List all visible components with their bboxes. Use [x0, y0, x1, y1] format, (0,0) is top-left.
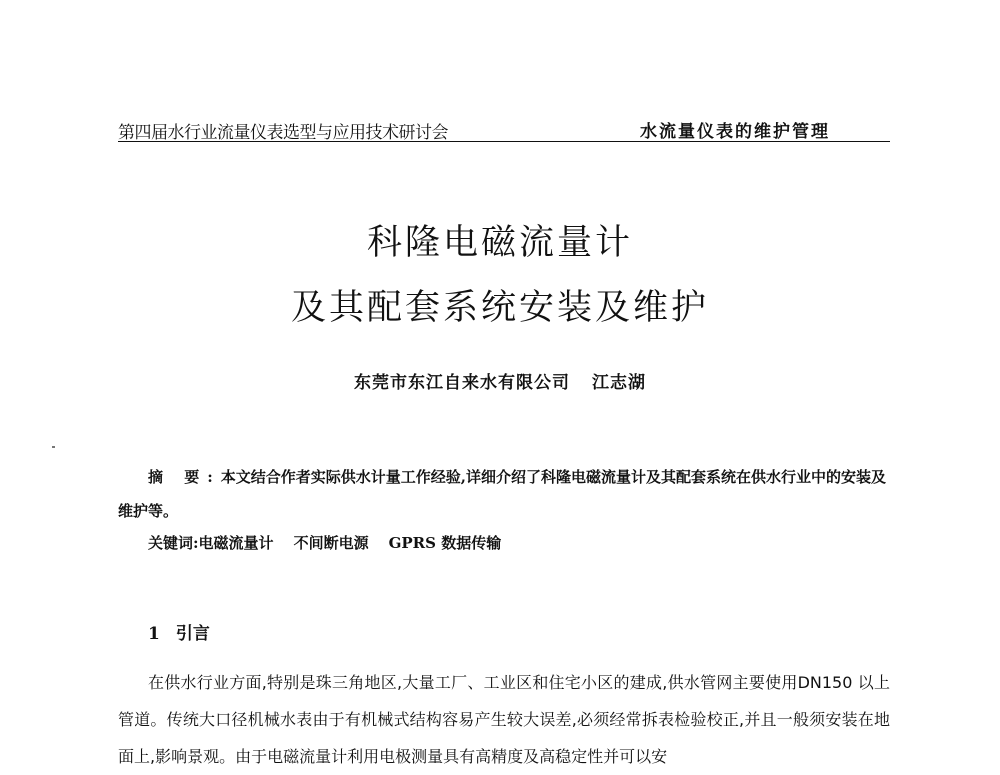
section-number: 1 [148, 624, 160, 644]
abstract [118, 460, 890, 528]
author-affiliation: 东莞市东江自来水有限公司 [354, 373, 570, 393]
section-title: 引言 [175, 624, 210, 644]
running-header-section: 水流量仪表的维护管理 [640, 122, 830, 142]
section-heading [148, 619, 210, 644]
keyword-1: 电磁流量计 [198, 534, 274, 552]
author-line [0, 368, 1000, 393]
keyword-3: GPRS 数据传输 [388, 534, 502, 552]
author-name: 江志湖 [592, 373, 646, 393]
paper-title-line-1: 科隆电磁流量计 [366, 223, 633, 263]
header-rule [118, 141, 890, 142]
abstract-label: 摘 要: [148, 468, 221, 486]
keywords [148, 532, 521, 553]
keyword-2: 不间断电源 [293, 534, 369, 552]
body-paragraph: 在供水行业方面,特别是珠三角地区,大量工厂、工业区和住宅小区的建成,供水管网主要使用DN150 以上管道。传统大口径机械水表由于有机械式结构容易产生较大误差,必须经常拆表检验校正,并且一般须安装在地面上,影响景观。由于电磁流量计利用电极测量具有高精度及高稳定性并可以安 [118, 673, 890, 766]
keywords-label: 关键词: [148, 534, 199, 552]
paper-title-line-2: 及其配套系统安装及维护 [290, 288, 709, 328]
abstract-text: 本文结合作者实际供水计量工作经验,详细介绍了科隆电磁流量计及其配套系统在供水行业中的安装及维护等。 [118, 468, 886, 520]
margin-mark [52, 446, 55, 448]
running-header-conference: 第四届水行业流量仪表选型与应用技术研讨会 [118, 123, 448, 143]
